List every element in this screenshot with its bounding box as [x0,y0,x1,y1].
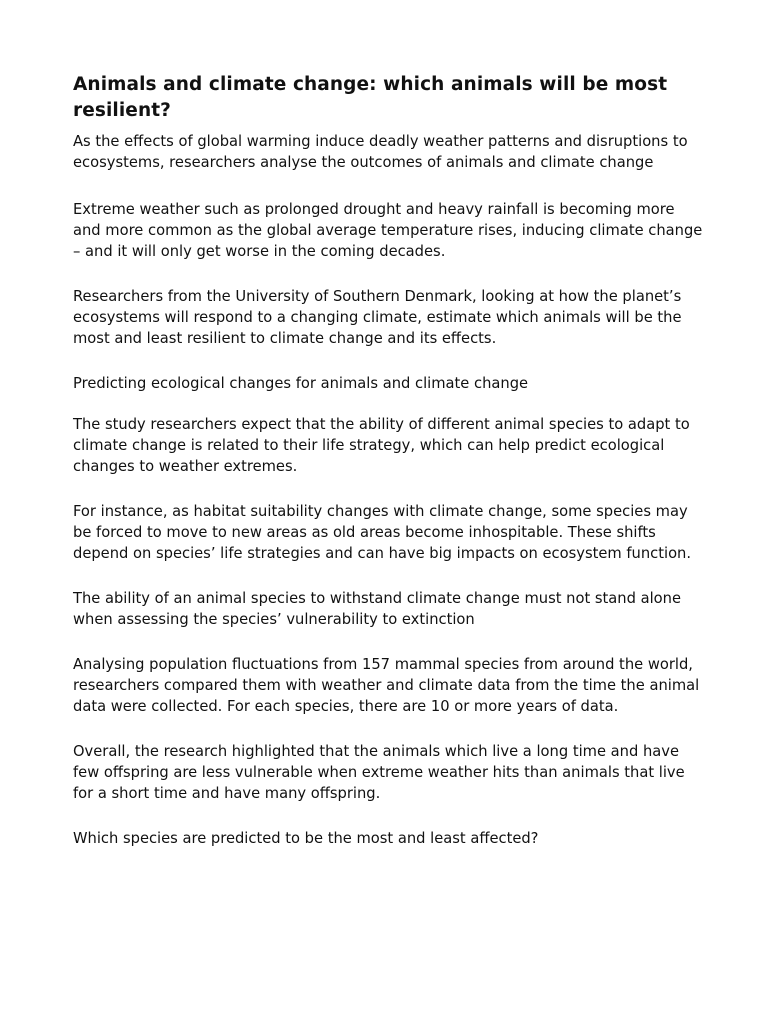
paragraph-population: Analysing population fluctuations from 157 mammal species from around the world, researchers compared them with weather and climate data from the time the animal data were collected. For each species, there are 10 or more years of data. [73,656,700,715]
paragraph-extreme-weather: Extreme weather such as prolonged drought and heavy rainfall is becoming more and more common as the global average temperature rises, inducing climate change – and it will only get worse in the coming decades. [73,201,703,260]
paragraph-vulnerability: The ability of an animal species to withstand climate change must not stand alone when assessing the species’ vulnerability to extinction [73,590,682,628]
paragraph-standfirst: As the effects of global warming induce deadly weather patterns and disruptions to ecosystems, researchers analyse the outcomes of animals and climate change [73,133,688,171]
section-heading-predicting: Predicting ecological changes for animals and climate change [73,375,529,392]
paragraph-life-strategy: The study researchers expect that the ability of different animal species to adapt to climate change is related to their life strategy, which can help predict ecological changes to weather extremes. [73,416,690,475]
section-heading-which-species: Which species are predicted to be the most and least affected? [73,830,539,847]
paragraph-researchers: Researchers from the University of Southern Denmark, looking at how the planet’s ecosystems will respond to a changing climate, estimate which animals will be the most and least resilient to climate change and its effects. [73,288,682,347]
article-body [73,72,703,873]
article-title: Animals and climate change: which animals will be most resilient? [73,74,668,121]
paragraph-findings: Overall, the research highlighted that the animals which live a long time and have few offspring are less vulnerable when extreme weather hits than animals that live for a short time and have many offspring. [73,743,685,802]
paragraph-habitat: For instance, as habitat suitability changes with climate change, some species may be forced to move to new areas as old areas become inhospitable. These shifts depend on species’ life strategies and can have big impacts on ecosystem function. [73,503,692,562]
